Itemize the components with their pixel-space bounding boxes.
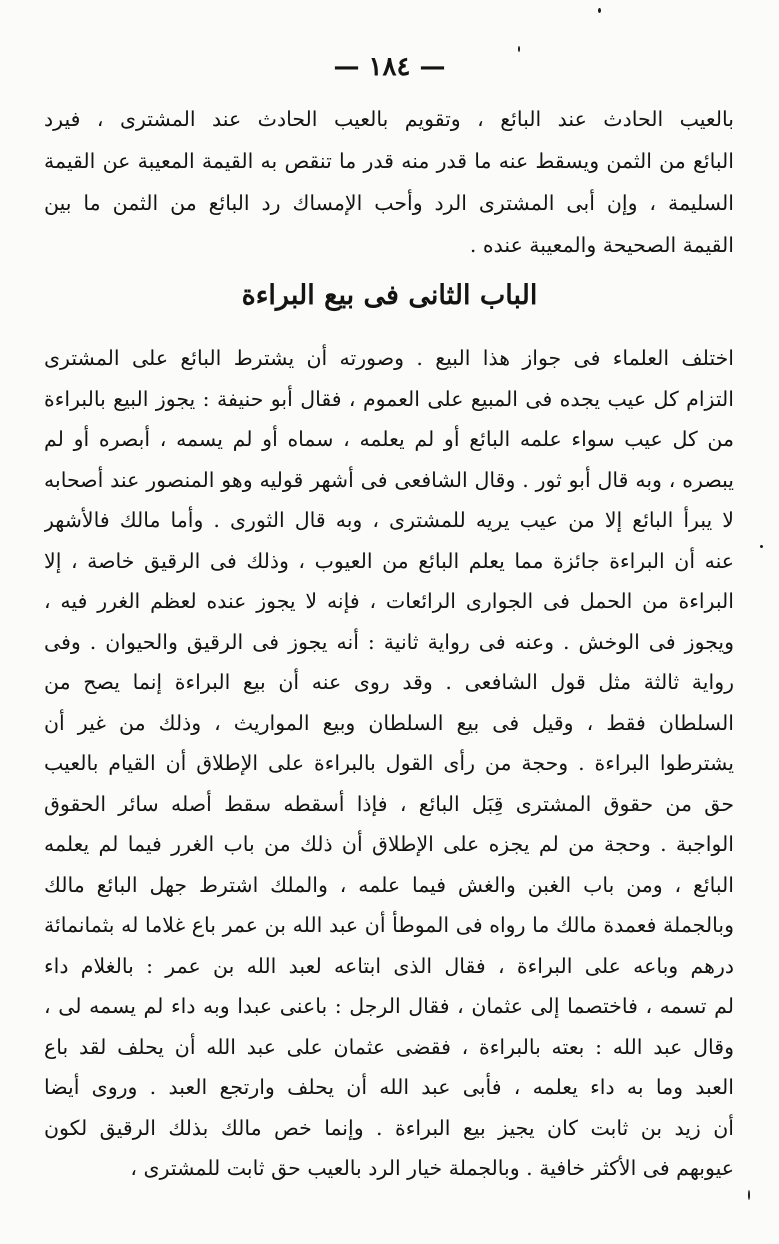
text-line: درهم وباعه على البراءة ، فقال الذى ابتاعه لعبد الله بن عمر : بالغلام داء (44, 953, 734, 978)
scan-speck (748, 1190, 750, 1200)
text-line: التزام كل عيب يجده فى المبيع على العموم ، فقال أبو حنيفة : يجوز البيع بالبراءة (44, 386, 734, 411)
text-line: السليمة ، وإن أبى المشترى الرد وأحب الإمساك رد البائع من الثمن ما بين (44, 191, 734, 215)
text-line: عنه أن البراءة جائزة مما يعلم البائع من العيوب ، وذلك فى الرقيق خاصة ، إلا (44, 548, 734, 573)
paragraph-1 (44, 98, 734, 266)
scan-speck (518, 46, 520, 52)
text-line: لا يبرأ البائع إلا من عيب يريه للمشترى ، وبه قال الثورى . وأما مالك فالأشهر (44, 508, 734, 532)
text-line: وقال عبد الله : بعته بالبراءة ، فقضى عثمان على عبد الله أن يحلف لقد باع (44, 1034, 734, 1059)
text-line: الواجبة . وحجة من لم يجزه على الإطلاق أن ذلك من باب الغرر فيما لم يعلمه (44, 832, 734, 856)
text-line: رواية ثالثة مثل قول الشافعى . وقد روى عنه أن بيع البراءة إنما يصح من (44, 670, 734, 694)
text-line: البائع ، ومن باب الغبن والغش فيما علمه ، والملك اشترط جهل البائع مالك (44, 872, 734, 897)
chapter-heading: الباب الثانى فى بيع البراءة (241, 280, 538, 311)
text-line: من كل عيب سواء علمه البائع أو لم يعلمه ، سماه أو لم يسمه ، أبصره أو لم (44, 427, 734, 451)
text-line: البراءة من الحمل فى الجوارى الرائعات ، فإنه لا يجوز عنده لعظم الغرر فيه ، (44, 589, 734, 613)
text-line: ويجوز فى الوخش . وعنه فى رواية ثانية : أنه يجوز فى الرقيق والحيوان . وفى (44, 629, 734, 654)
text-line: حق من حقوق المشترى قِبَل البائع ، فإذا أسقطه سقط أصله سائر الحقوق (44, 791, 734, 816)
text-line: القيمة الصحيحة والمعيبة عنده . (469, 233, 734, 257)
text-line: يبصره ، وبه قال أبو ثور . وقال الشافعى فى أشهر قوليه وهو المنصور عند أصحابه (44, 467, 734, 492)
scan-speck (598, 8, 601, 13)
text-line: البائع من الثمن ويسقط عنه ما قدر منه قدر ما تنقص به القيمة المعيبة عن القيمة (44, 149, 734, 173)
text-line: وبالجملة فعمدة مالك ما رواه فى الموطأ أن عبد الله بن عمر باع غلاما له بثمانمائة (44, 913, 734, 937)
text-line: العبد وما به داء يعلمه ، فأبى عبد الله أن يحلف وارتجع العبد . وروى أيضا (44, 1075, 734, 1099)
text-line: بالعيب الحادث عند البائع ، وتقويم بالعيب الحادث عند المشترى ، فيرد (44, 107, 734, 131)
text-line: أن زيد بن ثابت كان يجيز بيع البراءة . وإنما خص مالك بذلك الرقيق لكون (44, 1115, 734, 1140)
page-number: — ١٨٤ — (333, 52, 446, 82)
scan-speck (760, 545, 763, 548)
text-line: لم تسمه ، فاختصما إلى عثمان ، فقال الرجل : باعنى عبدا وبه داء لم يسمه لى ، (44, 994, 734, 1018)
paragraph-2 (44, 338, 734, 1189)
text-line: اختلف العلماء فى جواز هذا البيع . وصورته أن يشترط البائع على المشترى (44, 346, 734, 370)
text-line: عيوبهم فى الأكثر خافية . وبالجملة خيار الرد بالعيب حق ثابت للمشترى ، (130, 1156, 734, 1180)
text-line: السلطان فقط ، وقيل فى بيع السلطان وبيع المواريث ، وذلك من غير أن (44, 710, 734, 735)
text-line: يشترطوا البراءة . وحجة من رأى القول بالبراءة على الإطلاق أن القيام بالعيب (44, 751, 734, 775)
